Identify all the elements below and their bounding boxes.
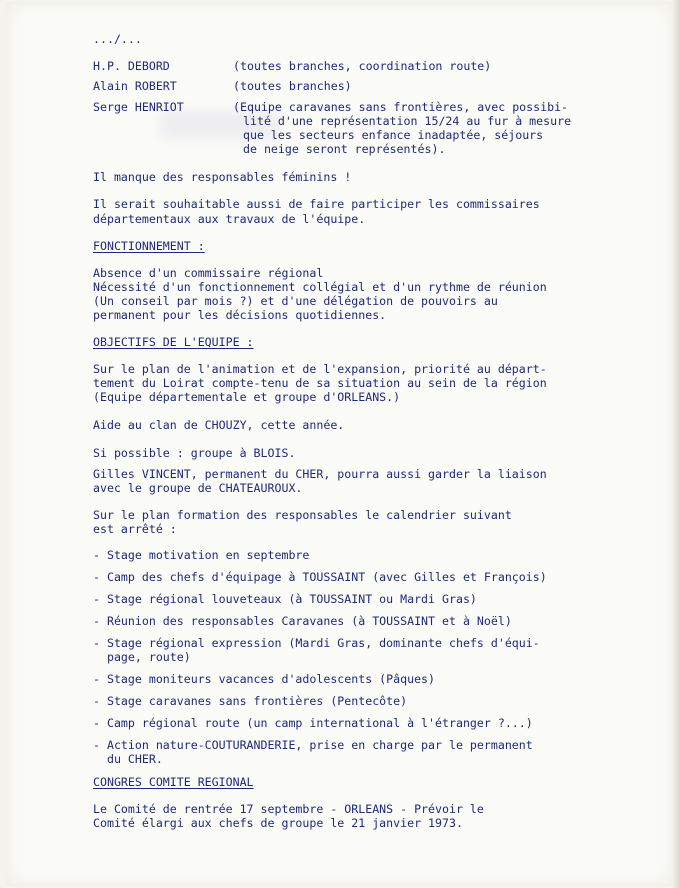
list-item: - Stage motivation en septembre bbox=[93, 548, 310, 562]
continuation-mark: .../... bbox=[93, 32, 142, 46]
team-member-role: (toutes branches, coordination route) bbox=[233, 59, 492, 73]
team-member-role: (toutes branches) bbox=[233, 79, 352, 93]
list-item: du CHER. bbox=[93, 752, 163, 766]
list-item: - Camp régional route (un camp international à l'étranger ?...) bbox=[93, 716, 533, 730]
team-member-role: lité d'une représentation 15/24 au fur à mesure bbox=[243, 114, 572, 128]
note-line: départementaux aux travaux de l'équipe. bbox=[93, 212, 366, 226]
section-heading: FONCTIONNEMENT : bbox=[93, 239, 205, 253]
body-line: Si possible : groupe à BLOIS. bbox=[93, 446, 296, 460]
list-item: - Réunion des responsables Caravanes (à TOUSSAINT et à Noël) bbox=[93, 614, 512, 628]
body-line: Sur le plan de l'animation et de l'expansion, priorité au départ- bbox=[93, 362, 547, 376]
section-heading: CONGRES COMITE REGIONAL bbox=[93, 775, 254, 789]
body-line: permanent pour les décisions quotidiennes. bbox=[93, 308, 387, 322]
body-line: Le Comité de rentrée 17 septembre - ORLEANS - Prévoir le bbox=[93, 802, 484, 816]
team-member-name: H.P. DEBORD bbox=[93, 59, 170, 73]
team-member-name: Serge HENRIOT bbox=[93, 100, 184, 114]
team-member-name: Alain ROBERT bbox=[93, 79, 177, 93]
body-line: tement du Loirat compte-tenu de sa situation au sein de la région bbox=[93, 376, 547, 390]
list-item: - Stage régional expression (Mardi Gras, dominante chefs d'équi- bbox=[93, 636, 540, 650]
list-item: - Action nature-COUTURANDERIE, prise en charge par le permanent bbox=[93, 738, 533, 752]
body-line: (Equipe départementale et groupe d'ORLEANS.) bbox=[93, 390, 401, 404]
list-item: page, route) bbox=[93, 650, 191, 664]
body-line: Aide au clan de CHOUZY, cette année. bbox=[93, 418, 345, 432]
body-line: Sur le plan formation des responsables le calendrier suivant bbox=[93, 508, 512, 522]
body-line: Absence d'un commissaire régional bbox=[93, 266, 324, 280]
note-line: Il manque des responsables féminins ! bbox=[93, 170, 352, 184]
body-line: est arrêté : bbox=[93, 522, 177, 536]
team-member-role: de neige seront représentés). bbox=[243, 142, 446, 156]
team-member-role: (Equipe caravanes sans frontières, avec possibi- bbox=[233, 100, 569, 114]
list-item: - Stage moniteurs vacances d'adolescents (Pâques) bbox=[93, 672, 436, 686]
body-line: Gilles VINCENT, permanent du CHER, pourra aussi garder la liaison bbox=[93, 467, 547, 481]
note-line: Il serait souhaitable aussi de faire participer les commissaires bbox=[93, 197, 540, 211]
body-line: (Un conseil par mois ?) et d'une délégation de pouvoirs au bbox=[93, 294, 498, 308]
list-item: - Stage caravanes sans frontières (Pentecôte) bbox=[93, 694, 408, 708]
team-member-role: que les secteurs enfance inadaptée, séjours bbox=[243, 128, 544, 142]
list-item: - Camp des chefs d'équipage à TOUSSAINT (avec Gilles et François) bbox=[93, 570, 547, 584]
body-line: Comité élargi aux chefs de groupe le 21 janvier 1973. bbox=[93, 816, 463, 830]
body-line: Nécessité d'un fonctionnement collégial et d'un rythme de réunion bbox=[93, 280, 547, 294]
section-heading: OBJECTIFS DE L'EQUIPE : bbox=[93, 335, 254, 349]
body-line: avec le groupe de CHATEAUROUX. bbox=[93, 481, 303, 495]
list-item: - Stage régional louveteaux (à TOUSSAINT ou Mardi Gras) bbox=[93, 592, 477, 606]
